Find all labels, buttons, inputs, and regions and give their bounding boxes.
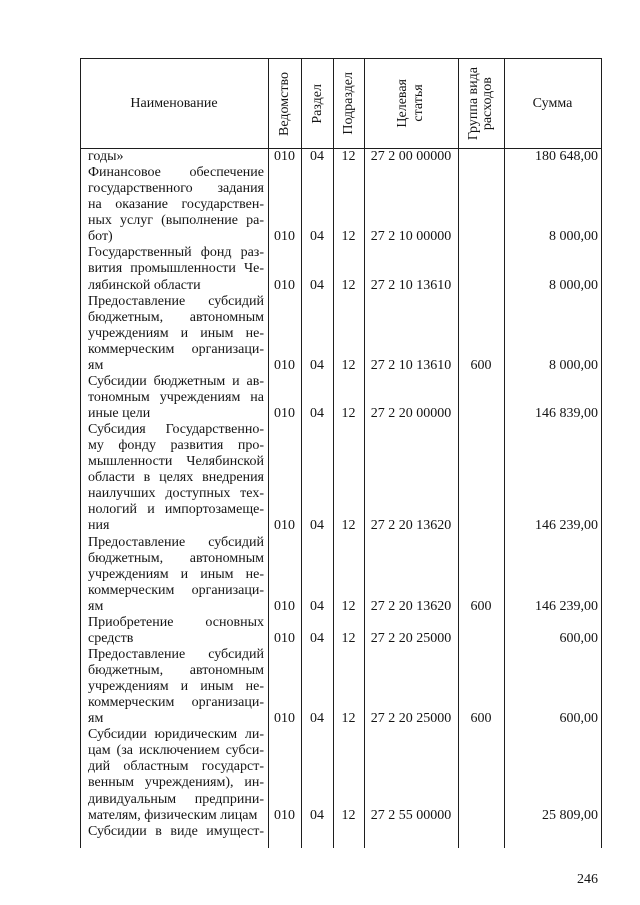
ministry-code: 010 — [274, 630, 295, 646]
ministry-code: 010 — [274, 406, 295, 421]
name-line: Субсидия Государственно- — [88, 422, 264, 438]
name-line: дивидуальным предприни- — [88, 791, 264, 807]
name-line: ям — [88, 711, 104, 727]
name-line: вития промышленности Че- — [88, 261, 264, 277]
name-line: учреждениям и иным не- — [88, 679, 264, 695]
table-row — [80, 824, 601, 840]
name-cell — [80, 647, 268, 727]
column-header-section — [301, 59, 333, 148]
subsection-code: 12 — [341, 229, 356, 245]
expense-group-code — [458, 406, 504, 422]
amount: 600,00 — [559, 711, 598, 727]
name-cell — [80, 615, 268, 647]
name-line: ям — [88, 598, 104, 614]
name-cell — [80, 149, 268, 165]
amount: 146 839,00 — [535, 406, 598, 421]
target-item-code: 27 2 20 25000 — [370, 630, 452, 646]
name-cell — [80, 165, 268, 245]
ministry-code: 010 — [274, 598, 295, 614]
amount: 25 809,00 — [542, 807, 598, 823]
name-line: Государственный фонд раз- — [88, 245, 264, 261]
expense-group-code — [458, 518, 504, 534]
ministry-code: 010 — [274, 357, 295, 373]
target-item-code: 27 2 00 00000 — [370, 149, 452, 164]
amount: 180 648,00 — [535, 149, 598, 164]
section-code — [301, 824, 333, 840]
name-line: коммерческим организаци- — [88, 582, 264, 598]
section-code: 04 — [310, 711, 324, 727]
name-line: средств — [88, 630, 134, 646]
amount: 8 000,00 — [549, 277, 598, 293]
column-header-label: Подраздел — [341, 72, 356, 135]
name-line: тономным учреждениям на — [88, 389, 264, 405]
column-header-label: Раздел — [309, 83, 325, 124]
name-line: венным учреждениям), ин- — [88, 775, 264, 791]
column-header-expense-group — [458, 59, 504, 148]
ministry-code: 010 — [274, 277, 295, 293]
name-line: коммерческим организаци- — [88, 695, 264, 711]
subsection-code: 12 — [341, 711, 356, 727]
name-line: государственного задания — [88, 181, 264, 197]
section-code: 04 — [310, 229, 324, 245]
column-header-target-item — [364, 59, 458, 148]
name-line: Субсидии бюджетным и ав- — [88, 373, 264, 389]
subsection-code: 12 — [341, 149, 356, 164]
target-item-code: 27 2 55 00000 — [370, 807, 452, 823]
name-line: бот) — [88, 229, 113, 245]
target-item-code: 27 2 20 13620 — [370, 598, 452, 614]
name-line: учреждениям и иным не- — [88, 566, 264, 582]
name-cell — [80, 824, 268, 840]
column-header-label: Сумма — [532, 95, 573, 111]
table-row — [80, 165, 601, 245]
amount: 8 000,00 — [549, 229, 598, 245]
expense-group-code — [458, 824, 504, 840]
table-row — [80, 535, 601, 615]
name-line: на оказание государствен- — [88, 197, 264, 213]
subsection-code: 12 — [341, 357, 356, 373]
amount — [504, 824, 601, 840]
target-item-code: 27 2 10 13610 — [370, 277, 452, 293]
subsection-code: 12 — [341, 807, 356, 823]
name-cell — [80, 535, 268, 615]
subsection-code: 12 — [341, 518, 356, 534]
name-cell — [80, 294, 268, 374]
section-code: 04 — [310, 149, 324, 164]
expense-group-code — [458, 808, 504, 824]
name-line: мателям, физическим лицам — [88, 807, 258, 823]
column-header-label-line: Группа вида — [466, 66, 481, 141]
name-line: Субсидии юридическим ли- — [88, 727, 264, 743]
name-cell — [80, 422, 268, 534]
expense-group-code — [458, 229, 504, 245]
column-header-amount — [504, 59, 601, 148]
subsection-code — [333, 824, 364, 840]
expense-group-code — [458, 631, 504, 647]
page-number: 246 — [577, 872, 598, 887]
name-line: Приобретение основных — [88, 614, 264, 630]
expense-group-code — [458, 149, 504, 165]
table-body — [80, 149, 601, 840]
ministry-code: 010 — [274, 518, 295, 534]
rotated-label — [277, 72, 292, 136]
rotated-label — [341, 72, 356, 135]
ministry-code: 010 — [274, 149, 295, 164]
table-row — [80, 294, 601, 374]
name-line: Предоставление субсидий — [88, 646, 264, 662]
name-line: цам (за исключением субси- — [88, 743, 264, 759]
section-code: 04 — [310, 518, 324, 534]
name-line: коммерческим организаци- — [88, 341, 264, 357]
column-header-label: Наименование — [130, 95, 218, 111]
expense-group-code: 600 — [470, 711, 492, 727]
table-row — [80, 615, 601, 647]
column-header-label: Ведомство — [277, 71, 292, 136]
name-line: лябинской области — [88, 277, 201, 293]
column-header-ministry — [268, 59, 301, 148]
name-line: бюджетным, автономным — [88, 663, 264, 678]
expense-group-code: 600 — [470, 598, 492, 614]
table-row — [80, 245, 601, 293]
rotated-label — [310, 84, 325, 124]
name-line: нологий и импортозамеще- — [88, 502, 264, 518]
name-line: иные цели — [88, 406, 151, 421]
table-row — [80, 374, 601, 422]
column-header-subsection — [333, 59, 364, 148]
name-line: ям — [88, 357, 104, 373]
subsection-code: 12 — [341, 277, 356, 293]
table-row — [80, 647, 601, 727]
name-line: дий областным государст- — [88, 759, 264, 775]
table-right-border — [601, 58, 602, 848]
target-item-code — [364, 824, 458, 840]
name-line: области в целях внедрения — [88, 470, 264, 486]
rotated-label — [395, 79, 427, 128]
section-code: 04 — [310, 406, 324, 421]
name-cell — [80, 245, 268, 293]
name-line: годы» — [88, 149, 124, 164]
rotated-label — [467, 67, 495, 140]
name-line: му фонду развития про- — [88, 438, 264, 454]
amount: 146 239,00 — [535, 518, 598, 534]
section-code: 04 — [310, 277, 324, 293]
name-line: Предоставление субсидий — [88, 293, 264, 309]
section-code: 04 — [310, 807, 324, 823]
section-code: 04 — [310, 357, 324, 373]
target-item-code: 27 2 10 13610 — [370, 357, 452, 373]
table-row — [80, 149, 601, 165]
name-line: мышленности Челябинской — [88, 454, 264, 470]
expense-group-code: 600 — [470, 357, 492, 373]
column-header-name — [80, 59, 268, 148]
target-item-code: 27 2 20 00000 — [370, 406, 452, 421]
name-line: бюджетным, автономным — [88, 550, 264, 566]
amount: 8 000,00 — [549, 357, 598, 373]
name-line: ных услуг (выполнение ра- — [88, 213, 264, 229]
subsection-code: 12 — [341, 598, 356, 614]
amount: 600,00 — [559, 630, 598, 646]
section-code: 04 — [310, 598, 324, 614]
section-code: 04 — [310, 630, 324, 646]
amount: 146 239,00 — [535, 598, 598, 614]
subsection-code: 12 — [341, 630, 356, 646]
ministry-code — [268, 824, 301, 840]
name-cell — [80, 374, 268, 422]
ministry-code: 010 — [274, 711, 295, 727]
expense-group-code — [458, 278, 504, 294]
ministry-code: 010 — [274, 807, 295, 823]
column-header-label-line: статья — [411, 84, 426, 123]
target-item-code: 27 2 10 00000 — [370, 229, 452, 245]
name-line: наилучших доступных тех- — [88, 486, 264, 502]
name-line: ния — [88, 518, 110, 534]
column-header-label-line: расходов — [480, 76, 495, 131]
target-item-code: 27 2 20 25000 — [370, 711, 452, 727]
table-row — [80, 727, 601, 823]
name-line: Предоставление субсидий — [88, 534, 264, 550]
subsection-code: 12 — [341, 406, 356, 421]
target-item-code: 27 2 20 13620 — [370, 518, 452, 534]
name-line: бюджетным, автономным — [88, 309, 264, 325]
column-header-label-line: Целевая — [395, 79, 410, 128]
table-row — [80, 422, 601, 534]
name-cell — [80, 727, 268, 823]
name-line: Финансовое обеспечение — [88, 165, 264, 181]
name-line: Субсидии в виде имущест- — [88, 823, 264, 839]
ministry-code: 010 — [274, 229, 295, 245]
name-line: учреждениям и иным не- — [88, 325, 264, 341]
